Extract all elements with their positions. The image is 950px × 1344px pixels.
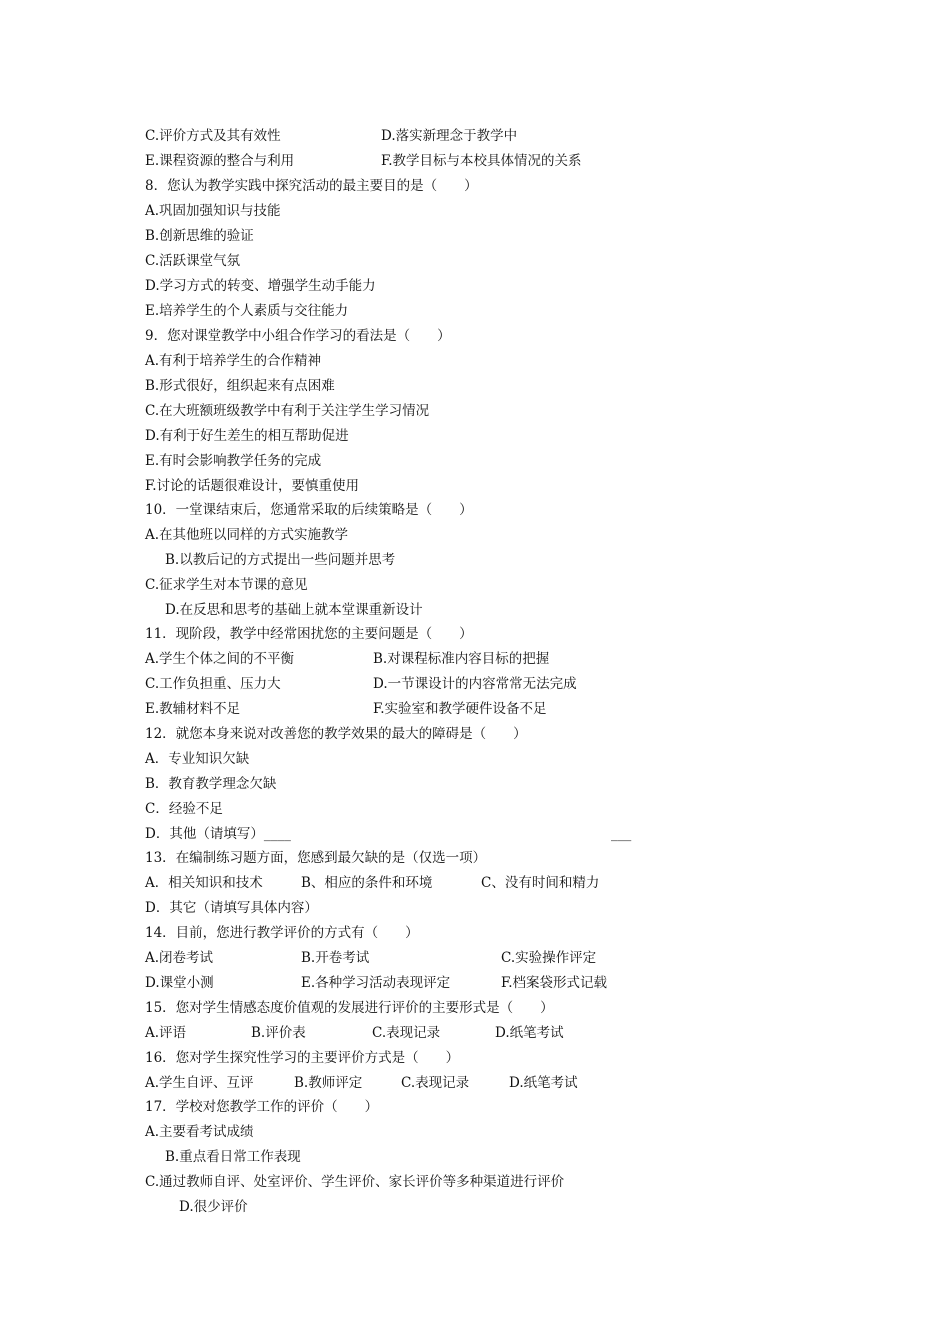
q11-option-b: B.对课程标准内容目标的把握 (373, 651, 550, 667)
q10-option-c: C.征求学生对本节课的意见 (145, 577, 308, 593)
q7-option-c: C.评价方式及其有效性 (145, 128, 281, 144)
q16-option-b: B.教师评定 (294, 1075, 363, 1091)
q16-question: 16．您对学生探究性学习的主要评价方式是（ ） (145, 1050, 460, 1066)
q11-option-d: D.一节课设计的内容常常无法完成 (373, 676, 577, 692)
q15-option-d: D.纸笔考试 (495, 1025, 564, 1041)
q12-option-b: B．教育教学理念欠缺 (145, 776, 277, 792)
q17-option-a: A.主要看考试成绩 (145, 1124, 254, 1140)
q8-option-a: A.巩固加强知识与技能 (145, 203, 281, 219)
q12-option-d: D．其他（请填写）____ (145, 826, 291, 842)
q10-option-b: B.以教后记的方式提出一些问题并思考 (165, 552, 396, 568)
q8-option-c: C.活跃课堂气氛 (145, 253, 241, 269)
q9-option-e: E.有时会影响教学任务的完成 (145, 453, 322, 469)
q15-option-a: A.评语 (145, 1025, 187, 1041)
q14-option-c: C.实验操作评定 (501, 950, 597, 966)
q17-question: 17．学校对您教学工作的评价（ ） (145, 1099, 379, 1115)
q9-option-f: F.讨论的话题很难设计，要慎重使用 (145, 478, 360, 494)
q17-option-b: B.重点看日常工作表现 (165, 1149, 301, 1165)
q16-option-a: A.学生自评、互评 (145, 1075, 254, 1091)
q9-question: 9．您对课堂教学中小组合作学习的看法是（ ） (145, 328, 451, 344)
q13-option-a: A．相关知识和技术 (145, 875, 263, 891)
q12-fill-blank-tail: ___ (611, 826, 632, 842)
q12-option-c: C．经验不足 (145, 801, 223, 817)
q10-option-a: A.在其他班以同样的方式实施教学 (145, 527, 349, 543)
q14-question: 14．目前，您进行教学评价的方式有（ ） (145, 925, 419, 941)
q11-option-a: A.学生个体之间的不平衡 (145, 651, 295, 667)
q11-question: 11．现阶段，教学中经常困扰您的主要问题是（ ） (145, 626, 473, 642)
q12-question: 12．就您本身来说对改善您的教学效果的最大的障碍是（ ） (145, 726, 527, 742)
q10-option-d: D.在反思和思考的基础上就本堂课重新设计 (165, 602, 423, 618)
q7-option-e: E.课程资源的整合与利用 (145, 153, 295, 169)
q8-option-e: E.培养学生的个人素质与交往能力 (145, 303, 349, 319)
q13-option-d: D．其它（请填写具体内容） (145, 900, 318, 916)
q11-option-c: C.工作负担重、压力大 (145, 676, 281, 692)
q11-option-f: F.实验室和教学硬件设备不足 (373, 701, 547, 717)
q9-option-a: A.有利于培养学生的合作精神 (145, 353, 322, 369)
q13-option-c: C、没有时间和精力 (481, 875, 600, 891)
q17-option-c: C.通过教师自评、处室评价、学生评价、家长评价等多种渠道进行评价 (145, 1174, 565, 1190)
q8-option-b: B.创新思维的验证 (145, 228, 254, 244)
q13-option-b: B、相应的条件和环境 (301, 875, 433, 891)
q15-question: 15．您对学生情感态度价值观的发展进行评价的主要形式是（ ） (145, 1000, 554, 1016)
q8-option-d: D.学习方式的转变、增强学生动手能力 (145, 278, 376, 294)
q16-option-c: C.表现记录 (401, 1075, 470, 1091)
q9-option-d: D.有利于好生差生的相互帮助促进 (145, 428, 349, 444)
q12-option-a: A．专业知识欠缺 (145, 751, 250, 767)
q8-question: 8．您认为教学实践中探究活动的最主要目的是（ ） (145, 178, 478, 194)
q14-option-f: F.档案袋形式记载 (501, 975, 608, 991)
q12-option-d-row (145, 822, 635, 847)
q14-option-a: A.闭卷考试 (145, 950, 214, 966)
q15-option-b: B.评价表 (251, 1025, 306, 1041)
q10-question: 10．一堂课结束后，您通常采取的后续策略是（ ） (145, 502, 473, 518)
q17-option-d: D.很少评价 (179, 1199, 248, 1215)
q16-option-d: D.纸笔考试 (509, 1075, 578, 1091)
q9-option-b: B.形式很好，组织起来有点困难 (145, 378, 335, 394)
q9-option-c: C.在大班额班级教学中有利于关注学生学习情况 (145, 403, 430, 419)
q7-option-f: F.教学目标与本校具体情况的关系 (381, 153, 582, 169)
q15-option-c: C.表现记录 (372, 1025, 441, 1041)
q14-option-b: B.开卷考试 (301, 950, 370, 966)
q11-option-e: E.教辅材料不足 (145, 701, 241, 717)
q7-option-d: D.落实新理念于教学中 (381, 128, 518, 144)
q14-option-d: D.课堂小测 (145, 975, 214, 991)
q14-option-e: E.各种学习活动表现评定 (301, 975, 451, 991)
q13-question: 13．在编制练习题方面，您感到最欠缺的是（仅选一项） (145, 850, 487, 866)
